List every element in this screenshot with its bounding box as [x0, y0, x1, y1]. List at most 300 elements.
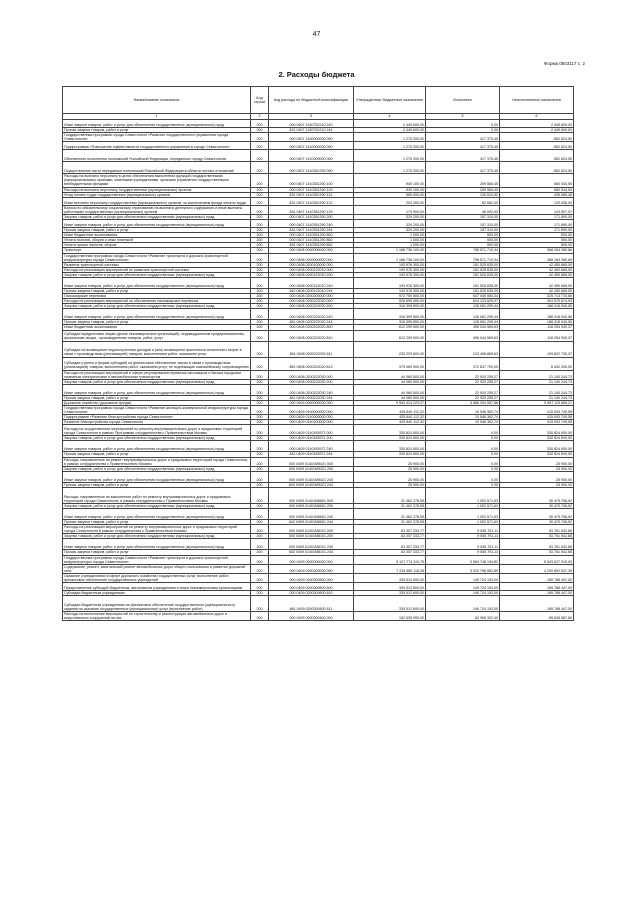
row-executed-amount: 798 571 719,34 [426, 248, 500, 253]
row-executed-amount: 0,00 [426, 471, 500, 482]
row-approved-amount: 25 900,00 [354, 457, 426, 466]
row-unexecuted-amount: 116 254 930,37 [500, 330, 574, 341]
row-executed-amount: 259 565,45 [426, 174, 500, 187]
row-classification-code: 842 0408 0200122010 244 [269, 288, 354, 293]
col-number: 6 [500, 114, 574, 120]
row-approved-amount: 31 462 278,55 [354, 487, 426, 503]
row-approved-amount: 1 166 736 100,00 [354, 253, 426, 262]
row-classification-code: 000 0408 0200122010 200 [269, 272, 354, 277]
row-name: Закупка товаров, работ и услуг для обеспечения государственных (муниципальных) нужд [63, 379, 251, 384]
row-executed-amount: 624 123 625,07 [426, 299, 500, 304]
row-unexecuted-amount: 171 890,00 [500, 228, 574, 233]
row-name: Оказание учреждениями в сфере дорожного хозяйства государственных услуг, выполнение работ, финансовое обеспечение государственных учреждений [63, 573, 251, 582]
row-line-code: 200 [251, 555, 269, 564]
row-name: Субсидии на возмещение недополученных доходов и (или) возмещение фактически понесенных затрат в связи с производством (реализацией) товаров, выполнением работ, оказанием услуг [63, 341, 251, 357]
row-approved-amount: 1 270 200,00 [354, 133, 426, 142]
row-executed-amount: 798 571 719,34 [426, 253, 500, 262]
row-name: Иные закупки товаров, работ и услуг для обеспечения государственных (муниципальных) нужд [63, 309, 251, 320]
table-row [63, 503, 574, 508]
row-line-code: 200 [251, 228, 269, 233]
row-line-code: 200 [251, 573, 269, 582]
row-approved-amount: 612 299 500,00 [354, 325, 426, 330]
row-approved-amount: 170 900,00 [354, 205, 426, 214]
row-executed-amount: 1 002 571,63 [426, 509, 500, 520]
row-approved-amount: 63 307 333,77 [354, 539, 426, 550]
row-name: Закупка товаров, работ и услуг для обеспечения государственных (муниципальных) нужд [63, 503, 251, 508]
row-line-code: 200 [251, 596, 269, 612]
row-classification-code: 000 0407 1410000000 000 [269, 142, 354, 150]
row-line-code: 200 [251, 128, 269, 133]
row-classification-code: 000 0408 0200222020 200 [269, 304, 354, 309]
row-line-code: 200 [251, 379, 269, 384]
row-approved-amount: 2 449 600,00 [354, 120, 426, 128]
table-row [63, 583, 574, 591]
row-unexecuted-amount: 53 761 542,66 [500, 550, 574, 555]
row-classification-code: 000 0407 1410351290 850 [269, 238, 354, 243]
row-classification-code: 000 0409 0200300600 600 [269, 583, 354, 591]
row-classification-code: 842 0409 01401M5421 244 [269, 482, 354, 487]
row-approved-amount: 152 535 990,00 [354, 612, 426, 621]
row-executed-amount: 123 408 869,63 [426, 341, 500, 357]
row-name: Уплата налогов, сборов и иных платежей [63, 238, 251, 243]
row-name: Иные закупки товаров, работ и услуг для обеспечения государственных (муниципальных) нужд [63, 384, 251, 395]
row-classification-code: 000 0409 01401M5421 240 [269, 471, 354, 482]
row-executed-amount: 417 375,45 [426, 142, 500, 150]
row-executed-amount: 0,00 [426, 120, 500, 128]
row-name: Иные закупки товаров, работ и услуг для обеспечения государственных (муниципальных) нужд [63, 471, 251, 482]
row-line-code: 200 [251, 550, 269, 555]
table-row [63, 487, 574, 503]
row-line-code: 200 [251, 262, 269, 267]
row-unexecuted-amount: 116 254 930,37 [500, 325, 574, 330]
col-header-classification-code: Код расхода по бюджетной классификации [269, 87, 354, 114]
row-executed-amount: 0,00 [426, 436, 500, 441]
table-row [63, 142, 574, 150]
row-unexecuted-amount: 188 318 540,56 [500, 320, 574, 325]
row-executed-amount: 22 920 255,27 [426, 395, 500, 400]
row-approved-amount: 25 900,00 [354, 466, 426, 471]
row-classification-code: 000 0407 1410351290 800 [269, 233, 354, 238]
row-name: Закупка товаров, работ и услуг для обеспечения государственных (муниципальных) нужд [63, 436, 251, 441]
row-classification-code: 000 0408 0200222030 200 [269, 379, 354, 384]
row-unexecuted-amount: 171 890,00 [500, 220, 574, 228]
row-approved-amount: 1 270 200,00 [354, 150, 426, 162]
row-line-code: 200 [251, 142, 269, 150]
row-executed-amount: 151 525 635,00 [426, 262, 500, 267]
expenditure-table [62, 86, 574, 621]
row-name: Прочая закупка товаров, работ и услуг [63, 482, 251, 487]
row-approved-amount: 44 060 500,00 [354, 395, 426, 400]
row-executed-amount: 9 545 791,11 [426, 534, 500, 539]
row-executed-amount: 500,00 [426, 238, 500, 243]
row-classification-code: 000 0409 0140100000 000 [269, 420, 354, 425]
row-name: Содержание, ремонт, капитальный ремонт автомобильных дорог общего пользования и развитие дорожной сети [63, 564, 251, 573]
row-approved-amount: 1 270 200,00 [354, 142, 426, 150]
row-name: Расходы на реализацию мероприятий по ремонту внутриквартальных дорог и придомовых территорий города Севастополя в рамках сотрудничества с Правительством Москвы [63, 525, 251, 534]
row-executed-amount: 0,00 [426, 425, 500, 436]
row-classification-code: 000 0409 0140183971 200 [269, 436, 354, 441]
row-name: Закупка товаров, работ и услуг для обеспечения государственных (муниципальных) нужд [63, 214, 251, 219]
row-classification-code: 000 0409 0200300000 000 [269, 564, 354, 573]
col-number: 4 [354, 114, 426, 120]
row-unexecuted-amount: 25 900,00 [500, 466, 574, 471]
col-number: 1 [63, 114, 251, 120]
row-classification-code: 000 0409 01401M6601 240 [269, 509, 354, 520]
row-classification-code: 861 0408 0200222030 244 [269, 395, 354, 400]
row-executed-amount: 0,00 [426, 457, 500, 466]
row-unexecuted-amount: 120 638,00 [500, 197, 574, 205]
row-name: Государственная программа города Севастополя «Развитие транспорта и дорожно-транспортной инфраструктуры города Севастополя» [63, 555, 251, 564]
row-name: Расходы на выплаты персоналу в целях обеспечения выполнения функций государственными (муниципальными) органами, казенными учреждениями, органами управления государственными внебюджетными фондами [63, 174, 251, 187]
row-line-code: 200 [251, 162, 269, 174]
row-classification-code: 000 0407 1410351290 240 [269, 220, 354, 228]
row-unexecuted-amount: 188 318 540,56 [500, 309, 574, 320]
row-line-code: 200 [251, 395, 269, 400]
row-approved-amount: 193 976 300,00 [354, 277, 426, 288]
table-row [63, 120, 574, 128]
row-name: Иные закупки товаров, работ и услуг для обеспечения государственных (муниципальных) нужд [63, 509, 251, 520]
col-header-name: Наименование показателя [63, 87, 251, 114]
row-name: Дорожное хозяйство (дорожные фонды) [63, 400, 251, 405]
table-row [63, 299, 574, 304]
row-name: Субсидии (гранты в форме субсидий) на финансовое обеспечение затрат в связи с производством (реализацией) товаров, выполнением работ, оказанием услуг, не подлежащие казначейскому сопровождению [63, 357, 251, 370]
row-executed-amount: 82 662,00 [426, 197, 500, 205]
row-classification-code: 000 0408 0200122010 240 [269, 277, 354, 288]
row-approved-amount: 339 512 600,00 [354, 591, 426, 596]
row-line-code: 200 [251, 248, 269, 253]
row-approved-amount: 233 229 600,00 [354, 341, 426, 357]
row-classification-code: 000 0409 01401M6601 200 [269, 503, 354, 508]
row-approved-amount: 25 900,00 [354, 471, 426, 482]
row-line-code: 200 [251, 441, 269, 452]
table-row [63, 441, 574, 452]
row-executed-amount: 0,00 [426, 128, 500, 133]
table-row [63, 272, 574, 277]
row-name: Иные закупки товаров, работ и услуг для обеспечения государственных (муниципальных) нужд [63, 220, 251, 228]
col-number: 5 [426, 114, 500, 120]
row-classification-code: 000 0409 01401M5421 000 [269, 457, 354, 466]
row-name: Расходы на реализацию мероприятий в сфере регулирования перевозок пассажиров и багажа городским наземным электрическим и автомобильным транспортом [63, 370, 251, 379]
row-name: Подпрограмма «Развитие благоустройства города Севастополя» [63, 415, 251, 420]
row-executed-amount: 149 724 153,00 [426, 591, 500, 596]
row-unexecuted-amount: 53 761 542,66 [500, 539, 574, 550]
row-line-code: 200 [251, 525, 269, 534]
row-approved-amount: 44 060 500,00 [354, 379, 426, 384]
row-name: Расходы на реализацию мероприятий по развитию транспортной системы [63, 267, 251, 272]
row-line-code: 200 [251, 150, 269, 162]
row-classification-code: 000 0407 1320752210 240 [269, 120, 354, 128]
row-line-code: 200 [251, 487, 269, 503]
row-unexecuted-amount: 21 140 244,73 [500, 384, 574, 395]
row-classification-code: 000 0408 0200222030 000 [269, 370, 354, 379]
row-executed-amount: 157 310,00 [426, 214, 500, 219]
row-executed-amount: 62 908 302,40 [426, 612, 500, 621]
row-approved-amount: 940 100,00 [354, 187, 426, 192]
row-classification-code: 000 0408 0200222020 240 [269, 309, 354, 320]
row-line-code: 200 [251, 277, 269, 288]
row-line-code: 200 [251, 192, 269, 197]
table-row [63, 192, 574, 197]
row-approved-amount: 193 976 300,00 [354, 288, 426, 293]
page-number: 47 [312, 31, 321, 38]
section-title: 2. Расходы бюджета [278, 70, 355, 79]
row-executed-amount: 372 637 700,00 [426, 357, 500, 370]
row-approved-amount: 316 399 800,00 [354, 320, 426, 325]
row-line-code: 200 [251, 471, 269, 482]
row-name: Прочая закупка товаров, работ и услуг [63, 520, 251, 525]
row-approved-amount: 316 399 800,00 [354, 309, 426, 320]
row-classification-code: 842 0409 01401M6601 244 [269, 520, 354, 525]
row-line-code: 200 [251, 482, 269, 487]
table-row [63, 466, 574, 471]
row-unexecuted-amount: 500,00 [500, 233, 574, 238]
table-row [63, 370, 574, 379]
row-classification-code: 000 0409 0000000000 000 [269, 400, 354, 405]
row-classification-code: 000 0408 0200200000 000 [269, 294, 354, 299]
row-classification-code: 000 0408 0000000000 000 [269, 248, 354, 253]
row-name: Закупка товаров, работ и услуг для обеспечения государственных (муниципальных) нужд [63, 304, 251, 309]
row-line-code: 200 [251, 233, 269, 238]
row-name: Иные закупки товаров, работ и услуг для обеспечения государственных (муниципальных) нужд [63, 277, 251, 288]
row-executed-amount: 3 032 796 581,89 [426, 564, 500, 573]
row-executed-amount: 151 525 635,00 [426, 272, 500, 277]
row-name: Расходы на осуществление мероприятий по ремонту внутриквартальных дорог и придомовых территорий города Севастополя в рамках Программы сотрудничества с Правительством Москвы [63, 425, 251, 436]
row-line-code: 200 [251, 238, 269, 243]
row-approved-amount: 612 299 500,00 [354, 330, 426, 341]
row-line-code: 200 [251, 539, 269, 550]
row-name: Расходы на выполнение мероприятий по строительству и реконструкции автомобильных дорог и искусственных сооружений на них [63, 612, 251, 621]
row-unexecuted-amount: 330 824 600,00 [500, 425, 574, 436]
table-row [63, 133, 574, 142]
row-name: Взносы по обязательному социальному страхованию на выплаты денежного содержания и иные выплаты работникам государственных (муниципальных) органов [63, 205, 251, 214]
row-unexecuted-amount: 189 788 447,00 [500, 596, 574, 612]
row-approved-amount: 339 512 600,00 [354, 573, 426, 582]
row-name: Прочая закупка товаров, работ и услуг [63, 228, 251, 233]
row-name: Расходы на реализацию мероприятий по обеспечению пассажирских перевозок [63, 299, 251, 304]
row-name: Подпрограмма «Повышение эффективности государственного управления в городе Севастополе» [63, 142, 251, 150]
row-approved-amount: 425 640 112,32 [354, 420, 426, 425]
row-name: Уплата прочих налогов, сборов [63, 243, 251, 248]
col-number: 2 [251, 114, 269, 120]
table-row [63, 384, 574, 395]
row-approved-amount: 330 824 600,00 [354, 441, 426, 452]
row-approved-amount: 565 900,00 [354, 192, 426, 197]
row-name: Иные бюджетные ассигнования [63, 233, 251, 238]
row-approved-amount: 63 307 333,77 [354, 550, 426, 555]
row-classification-code: 861 0408 0200222020 813 [269, 357, 354, 370]
row-classification-code: 000 0409 01401M5421 200 [269, 466, 354, 471]
row-unexecuted-amount: 42 450 665,00 [500, 272, 574, 277]
row-name: Расходы, направленные на ремонт внутриквартальных дорог и придомовых территорий города Севастополя, в рамках сотрудничества с Правительством Москвы [63, 457, 251, 466]
row-classification-code: 000 0407 1410351290 200 [269, 214, 354, 219]
table-row [63, 406, 574, 415]
row-unexecuted-amount: 42 450 665,00 [500, 267, 574, 272]
row-executed-amount: 3 584 748 194,82 [426, 555, 500, 564]
row-approved-amount: 2 449 600,00 [354, 128, 426, 133]
row-executed-amount: 22 920 255,27 [426, 379, 500, 384]
row-unexecuted-amount: 415 093 749,58 [500, 420, 574, 425]
col-number: 3 [269, 114, 354, 120]
row-name: Осуществление части переданных полномочий Российской Федерации в области лесных отношений [63, 162, 251, 174]
row-executed-amount: 9 545 791,11 [426, 550, 500, 555]
row-line-code: 200 [251, 320, 269, 325]
row-line-code: 200 [251, 325, 269, 330]
table-row [63, 187, 574, 192]
table-row [63, 379, 574, 384]
row-classification-code: 000 0407 1410351290 100 [269, 174, 354, 187]
table-row [63, 457, 574, 466]
row-executed-amount: 128 081 259,44 [426, 320, 500, 325]
row-line-code: 200 [251, 133, 269, 142]
col-header-unexecuted: Неисполненные назначения [500, 87, 574, 114]
row-executed-amount: 3 586 294 557,86 [426, 400, 500, 405]
row-name: Государственная программа города Севастополя «Развитие транспорта и дорожно-транспортной инфраструктуры города Севастополя» [63, 253, 251, 262]
row-name: Прочая закупка товаров, работ и услуг [63, 320, 251, 325]
row-classification-code: 842 0409 01401M8101 244 [269, 550, 354, 555]
row-unexecuted-amount: 30 479 706,92 [500, 520, 574, 525]
row-classification-code: 000 0408 0200100000 000 [269, 262, 354, 267]
row-approved-amount: 329 200,00 [354, 220, 426, 228]
row-approved-amount: 329 200,00 [354, 228, 426, 233]
row-name: Обеспечение исполнения полномочий Российской Федерации, переданных городу Севастополю [63, 150, 251, 162]
row-classification-code: 000 0409 01401M8101 000 [269, 525, 354, 534]
row-line-code: 200 [251, 457, 269, 466]
row-unexecuted-amount: 30 479 706,92 [500, 509, 574, 520]
table-row [63, 525, 574, 534]
row-line-code: 200 [251, 612, 269, 621]
row-executed-amount: 0,00 [426, 452, 500, 457]
row-approved-amount: 339 512 600,00 [354, 583, 426, 591]
row-executed-amount: 1 002 571,63 [426, 503, 500, 508]
row-name: Предоставление субсидий бюджетным, автономным учреждениям и иным некоммерческим организациям [63, 583, 251, 591]
row-line-code: 200 [251, 452, 269, 457]
row-classification-code: 831 0407 1410351290 852 [269, 243, 354, 248]
row-classification-code: 861 0408 0200222020 244 [269, 320, 354, 325]
row-unexecuted-amount: 30 479 706,92 [500, 487, 574, 503]
row-unexecuted-amount: 189 788 447,00 [500, 573, 574, 582]
row-unexecuted-amount: 25 900,00 [500, 471, 574, 482]
row-executed-amount: 9 545 791,11 [426, 525, 500, 534]
row-unexecuted-amount: 2 449 600,00 [500, 120, 574, 128]
row-unexecuted-amount: 435 089,48 [500, 192, 574, 197]
row-unexecuted-amount: 325 713 715,66 [500, 294, 574, 299]
form-code: Форма 0503117 с. 2 [544, 61, 585, 66]
row-unexecuted-amount: 42 450 665,00 [500, 288, 574, 293]
row-unexecuted-amount: 5 543 027 915,93 [500, 555, 574, 564]
row-unexecuted-amount: 25 900,00 [500, 482, 574, 487]
row-name: Закупка товаров, работ и услуг для обеспечения государственных (муниципальных) нужд [63, 466, 251, 471]
row-executed-amount: 1 002 571,63 [426, 520, 500, 525]
row-executed-amount: 22 920 255,27 [426, 384, 500, 395]
row-classification-code: 000 0409 01401M8101 200 [269, 534, 354, 539]
row-approved-amount: 330 824 600,00 [354, 425, 426, 436]
row-unexecuted-amount: 680 534,55 [500, 174, 574, 187]
row-classification-code: 000 0407 1410300000 000 [269, 150, 354, 162]
row-line-code: 200 [251, 503, 269, 508]
table-row [63, 420, 574, 425]
row-approved-amount: 329 200,00 [354, 214, 426, 219]
table-row [63, 309, 574, 320]
row-line-code: 200 [251, 304, 269, 309]
row-approved-amount: 193 976 300,00 [354, 272, 426, 277]
row-unexecuted-amount: 21 140 244,73 [500, 395, 574, 400]
row-classification-code: 861 0409 0200300600 611 [269, 596, 354, 612]
row-executed-amount: 0,00 [426, 466, 500, 471]
row-executed-amount: 151 525 635,00 [426, 288, 500, 293]
row-approved-amount: 63 307 333,77 [354, 534, 426, 539]
row-line-code: 200 [251, 583, 269, 591]
row-unexecuted-amount: 500,00 [500, 243, 574, 248]
table-row [63, 425, 574, 436]
row-line-code: 200 [251, 384, 269, 395]
row-line-code: 200 [251, 288, 269, 293]
row-line-code: 200 [251, 591, 269, 596]
row-approved-amount: 940 100,00 [354, 174, 426, 187]
row-name: Развитие транспортной системы [63, 262, 251, 267]
row-classification-code: 000 0409 0200300600 610 [269, 591, 354, 596]
row-line-code: 200 [251, 267, 269, 272]
row-approved-amount: 44 060 500,00 [354, 384, 426, 395]
table-row [63, 357, 574, 370]
row-executed-amount: 417 375,45 [426, 150, 500, 162]
row-executed-amount: 10 546 362,74 [426, 415, 500, 420]
row-line-code: 200 [251, 509, 269, 520]
row-unexecuted-amount: 4 200 692 537,39 [500, 564, 574, 573]
row-line-code: 200 [251, 400, 269, 405]
row-executed-amount: 10 546 362,74 [426, 420, 500, 425]
row-line-code: 200 [251, 174, 269, 187]
table-row [63, 150, 574, 162]
row-name: Прочая закупка товаров, работ и услуг [63, 452, 251, 457]
row-executed-amount: 151 525 635,00 [426, 267, 500, 272]
row-approved-amount: 7 234 489 118,28 [354, 564, 426, 573]
row-approved-amount: 330 824 600,00 [354, 452, 426, 457]
row-approved-amount: 9 127 774 110,75 [354, 555, 426, 564]
row-line-code: 200 [251, 415, 269, 420]
row-executed-amount: 417 375,45 [426, 133, 500, 142]
row-approved-amount: 1 166 736 100,00 [354, 248, 426, 253]
table-header-row [63, 87, 574, 114]
row-name: Транспорт [63, 248, 251, 253]
table-row [63, 573, 574, 582]
row-executed-amount: 0,00 [426, 441, 500, 452]
table-row [63, 539, 574, 550]
table-row [63, 197, 574, 205]
row-classification-code: 831 0407 1410351290 129 [269, 205, 354, 214]
row-classification-code: 000 0409 01401M8101 240 [269, 539, 354, 550]
row-line-code: 200 [251, 420, 269, 425]
row-classification-code: 000 0409 0200300600 000 [269, 573, 354, 582]
row-line-code: 200 [251, 341, 269, 357]
row-unexecuted-amount: 25 900,00 [500, 457, 574, 466]
row-unexecuted-amount: 304 575 674,93 [500, 299, 574, 304]
row-executed-amount: 9 545 791,11 [426, 539, 500, 550]
row-classification-code: 000 0409 0200000000 000 [269, 555, 354, 564]
row-unexecuted-amount: 852 824,55 [500, 142, 574, 150]
row-name: Субсидии бюджетным учреждениям [63, 591, 251, 596]
row-unexecuted-amount: 42 450 665,00 [500, 262, 574, 267]
row-line-code: 200 [251, 187, 269, 192]
row-executed-amount: 128 081 259,44 [426, 304, 500, 309]
row-classification-code: 000 0408 0200000000 000 [269, 253, 354, 262]
row-executed-amount: 417 375,45 [426, 162, 500, 174]
table-row [63, 277, 574, 288]
row-classification-code: 000 0409 0140000000 000 [269, 415, 354, 420]
row-name: Фонд оплаты труда государственных (муниципальных) органов [63, 192, 251, 197]
row-unexecuted-amount: 21 140 244,73 [500, 370, 574, 379]
row-executed-amount: 500,00 [426, 243, 500, 248]
row-executed-amount: 0,00 [426, 482, 500, 487]
